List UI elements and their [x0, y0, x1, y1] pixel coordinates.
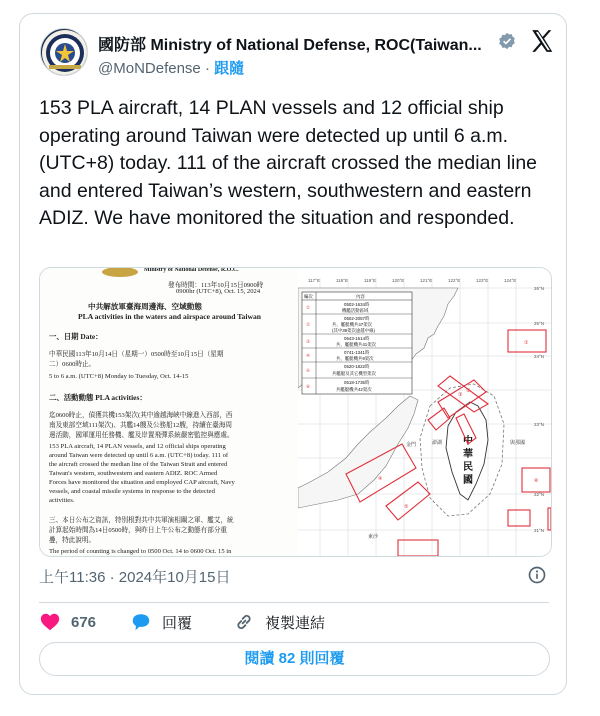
copy-link-label: 複製連結	[265, 614, 326, 632]
island-label: 民	[463, 462, 473, 473]
svg-text:①: ①	[524, 340, 529, 346]
doc-section2-zh-a: 迄0600時止，偵獲共機153架次(其中逾越海峽中線進入西部，西	[49, 412, 233, 419]
like-count: 676	[71, 613, 97, 631]
lat-label: 24°N	[534, 354, 545, 359]
read-replies-button[interactable]	[39, 642, 550, 676]
doc-title-zh: 中共解放軍臺海周邊海、空域動態	[88, 302, 202, 311]
info-icon[interactable]	[527, 565, 547, 585]
legend-text: 0643-1614時	[344, 336, 370, 341]
doc-title-en: PLA activities in the waters and airspace around Taiwan	[78, 312, 261, 321]
reply-button[interactable]	[130, 610, 192, 634]
lat-label: 25°N	[534, 321, 545, 326]
author-name[interactable]: 國防部 Ministry of National Defense, ROC(Taiwan...	[98, 37, 482, 54]
tweet-timestamp[interactable]: 上午11:36 · 2024年10月15日	[39, 569, 231, 586]
legend-no: ①	[306, 305, 310, 310]
actions-divider	[39, 602, 549, 603]
svg-text:②: ②	[466, 388, 471, 394]
doc-section2-zh-c: 邊活動，國軍運用任務機、艦及岸置飛彈系統嚴密監控與應處。	[49, 432, 234, 439]
lon-label: 123°E	[476, 278, 489, 283]
doc-section3-zh-b: 計算起始時間為14日0500時，與昨日上午公布之動態有部分重	[49, 527, 228, 534]
doc-section2-heading: 二、活動動態 PLA activities：	[49, 393, 147, 402]
link-icon	[233, 611, 255, 633]
heart-icon	[39, 611, 61, 633]
mnd-emblem-icon	[41, 29, 88, 76]
follow-button[interactable]: 跟隨	[214, 60, 245, 77]
place-yonaguni: 與那國	[510, 440, 526, 446]
legend-no: ⑥	[306, 384, 310, 389]
svg-text:④: ④	[378, 476, 383, 482]
svg-text:⑤: ⑤	[404, 504, 409, 510]
doc-section1-zh-a: 中華民國113年10月14日（星期一）0500時至10月15日（星期	[49, 351, 224, 358]
doc-section1-en: 5 to 6 a.m. (UTC+8) Monday to Tuesday, Oct. 14-15	[49, 373, 189, 380]
press-release-image	[40, 268, 298, 556]
doc-section2-en-3: the aircraft crossed the median line of the Taiwan Strait and entered	[49, 461, 228, 468]
doc-section2-en-5: Forces have monitored the situation and employed CAP aircraft, Navy	[49, 479, 235, 486]
tweet-text: 153 PLA aircraft, 14 PLAN vessels and 12 official ship operating around Taiwan were detected up until 6 a.m. (UTC+8) today. 111 of the aircraft crossed the median line and entered Taiwan’s western, southwestern and eastern ADIZ. We have monitored the situation and responded.	[39, 97, 538, 229]
island-label: 國	[463, 475, 473, 486]
ministry-emblem-icon	[100, 268, 140, 278]
x-logo-icon[interactable]	[529, 28, 555, 54]
reply-label: 回覆	[162, 614, 193, 632]
lat-label: 22°N	[534, 492, 545, 497]
lat-label: 21°N	[534, 528, 545, 533]
doc-section1-zh-b: 二）0600時止。	[49, 361, 96, 368]
legend-no: ②	[306, 322, 310, 327]
like-button[interactable]	[39, 610, 96, 634]
lon-label: 118°E	[336, 278, 348, 283]
doc-section2-en-7: activities.	[49, 497, 75, 504]
lon-label: 117°E	[308, 278, 320, 283]
avatar[interactable]	[40, 28, 88, 76]
lat-label: 23°N	[534, 422, 545, 427]
lon-label: 119°E	[364, 278, 376, 283]
lon-label: 122°E	[448, 278, 461, 283]
legend-header-no: 編次	[304, 294, 313, 299]
legend-text: 0741-1341時	[344, 350, 370, 355]
doc-section2-en-4: Taiwan's western, southwestern and eastern ADIZ. ROC Armed	[49, 470, 218, 477]
doc-section3-zh-a: 三、本日公布之資訊，特別根對共中共軍演相關之軍、艦艾，統	[49, 517, 234, 524]
legend-no: ④	[306, 353, 310, 358]
legend-text: 0502-1634時	[344, 302, 370, 307]
doc-section3-zh-c: 疊，特此說明。	[49, 537, 96, 544]
lat-label: 26°N	[534, 286, 545, 291]
legend-no: ⑤	[306, 368, 310, 373]
legend-text: 共、艦艇機共47架次	[332, 322, 373, 327]
doc-section2-en-2: around Taiwan were detected up until 6 a.m. (UTC+8) today. 111 of	[49, 452, 229, 459]
legend-text: 0518-1735時	[344, 380, 370, 385]
doc-org: Ministry of National Defense, R.O.C.	[144, 267, 239, 273]
handle-text[interactable]: @MoNDefense	[98, 60, 201, 77]
verified-badge-icon	[498, 32, 516, 50]
legend-text: 0502-2057時	[344, 316, 370, 321]
place-dongsha: 東沙	[368, 534, 379, 540]
handle-separator: ·	[204, 60, 210, 77]
copy-link-button[interactable]	[233, 610, 325, 634]
place-penghu: 澎湖	[432, 440, 443, 446]
doc-release-en: 0900hr (UTC+8), Oct. 15, 2024	[176, 288, 261, 295]
legend-text: 機艦活動區域	[342, 308, 369, 313]
doc-release-zh: 發布時間：113年10月15日0900時	[168, 282, 264, 289]
doc-section2-zh-b: 南及東部空域111架次)、共艦14艘及公務船12艘，持續在臺海周	[49, 422, 233, 429]
tweet-header	[40, 28, 550, 84]
svg-text:⑥: ⑥	[534, 478, 539, 484]
svg-text:③: ③	[458, 392, 463, 398]
read-replies-suffix: 則回覆	[295, 650, 345, 667]
reply-bubble-icon	[130, 611, 152, 633]
legend-no: ③	[306, 339, 310, 344]
doc-section2-en-6: vessels, and coastal missile systems in response to the detected	[49, 488, 215, 495]
doc-section1-heading: 一、日期 Date：	[49, 332, 103, 341]
author-handle	[98, 57, 244, 78]
island-label: 華	[463, 449, 473, 460]
activity-map	[298, 268, 551, 556]
island-label: 中	[463, 436, 473, 447]
read-replies-prefix: 閱讀	[244, 650, 279, 667]
tweet-media[interactable]	[39, 267, 552, 557]
legend-text: 0520-1822時	[344, 364, 370, 369]
legend-text: (其中39架次逾越中線)	[332, 328, 375, 333]
lon-label: 121°E	[420, 278, 433, 283]
legend-text: 共艦艇及其它機型架次	[332, 371, 376, 376]
place-kinmen: 金門	[406, 442, 417, 448]
tweet-card	[19, 13, 567, 695]
lon-label: 124°E	[504, 278, 517, 283]
doc-section3-en: The period of counting is changed to 0500 Oct. 14 to 0600 Oct. 15 in	[49, 548, 232, 555]
activity-map-image	[298, 268, 551, 556]
lon-label: 120°E	[392, 278, 405, 283]
tweet-actions	[39, 610, 549, 636]
read-replies-count: 82	[278, 650, 296, 667]
legend-text: 共艦艇機共42架次	[336, 387, 372, 392]
legend-text: 共、艦艇機共9架次	[336, 356, 374, 361]
legend-header-content: 內容	[356, 294, 365, 299]
doc-section2-en-1: 153 PLA aircraft, 14 PLAN vessels, and 12 official ships operating	[49, 443, 226, 450]
legend-text: 共、艦艇機共41架次	[336, 342, 377, 347]
